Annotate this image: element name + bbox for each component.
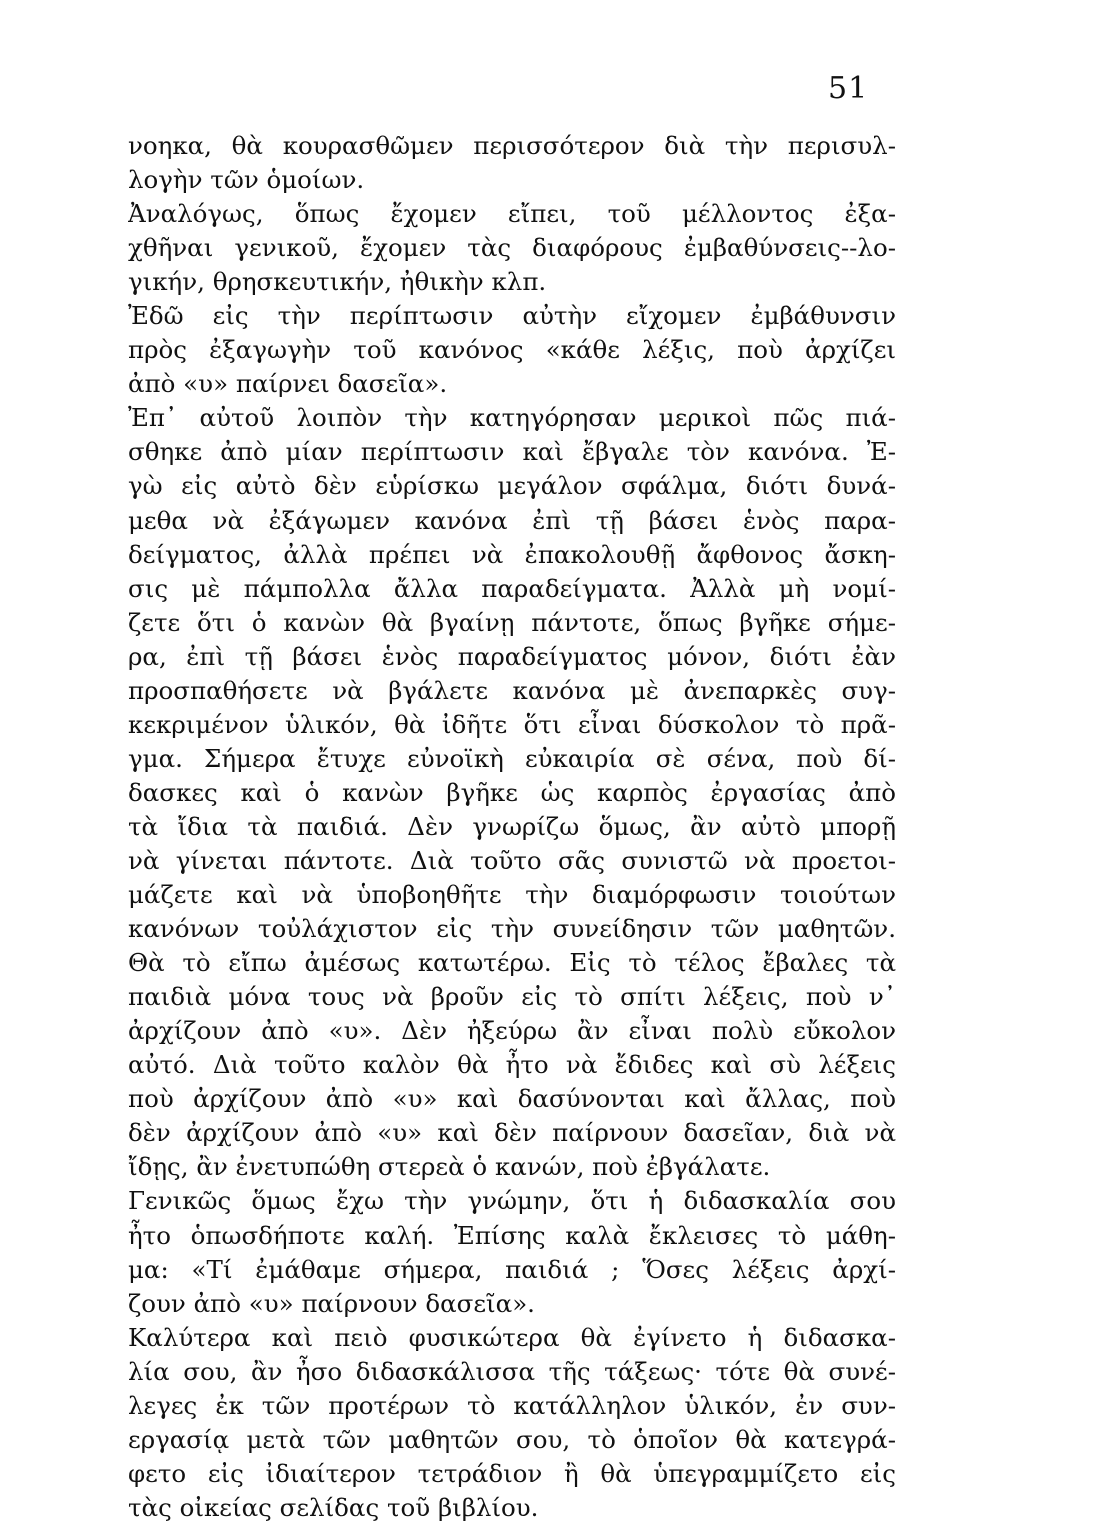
- text-line: ἴδῃς, ἂν ἐνετυπώθη στερεὰ ὁ κανών, ποὺ ἐβγάλατε.: [128, 1152, 771, 1182]
- text-line: νοηκα, θὰ κουρασθῶμεν περισσότερον διὰ τὴν περισυλ-: [128, 131, 896, 160]
- text-line: μάζετε καὶ νὰ ὑποβοηθῆτε τὴν διαμόρφωσιν τοιούτων: [128, 880, 896, 910]
- page-number: 51: [828, 71, 869, 106]
- text-line: λία σου, ἂν ἦσο διδασκάλισσα τῆς τάξεως· τότε θὰ συνέ-: [128, 1356, 896, 1386]
- text-line: Ἐδῶ εἰς τὴν περίπτωσιν αὐτὴν εἴχομεν ἐμβάθυνσιν: [128, 301, 896, 331]
- text-line: ζουν ἀπὸ «υ» παίρνουν δασεῖα».: [128, 1288, 535, 1318]
- text-line: χθῆναι γενικοῦ, ἔχομεν τὰς διαφόρους ἐμβαθύνσεις--λο-: [128, 233, 896, 263]
- text-line: κανόνων τοὐλάχιστον εἰς τὴν συνείδησιν τῶν μαθητῶν.: [128, 914, 896, 944]
- text-line: γμα. Σήμερα ἔτυχε εὐνοϊκὴ εὐκαιρία σὲ σένα, ποὺ δί-: [128, 743, 896, 773]
- text-line: δείγματος, ἀλλὰ πρέπει νὰ ἐπακολουθῇ ἄφθονος ἄσκη-: [128, 539, 896, 569]
- text-line: Καλύτερα καὶ πειὸ φυσικώτερα θὰ ἐγίνετο ἡ διδασκα-: [128, 1322, 896, 1352]
- text-line: ζετε ὅτι ὁ κανὼν θὰ βγαίνῃ πάντοτε, ὅπως βγῆκε σήμε-: [128, 607, 896, 637]
- text-line: ἦτο ὁπωσδήποτε καλή. Ἐπίσης καλὰ ἔκλεισες τὸ μάθη-: [128, 1220, 896, 1250]
- text-line: τὰς οἰκείας σελίδας τοῦ βιβλίου.: [128, 1492, 539, 1522]
- text-line: ἀρχίζουν ἀπὸ «υ». Δὲν ἠξεύρω ἂν εἶναι πολὺ εὔκολον: [128, 1016, 896, 1046]
- text-line: εργασίᾳ μετὰ τῶν μαθητῶν σου, τὸ ὁποῖον θὰ κατεγρά-: [128, 1424, 896, 1454]
- text-line: κεκριμένον ὑλικόν, θὰ ἰδῆτε ὅτι εἶναι δύσκολον τὸ πρᾶ-: [128, 709, 896, 739]
- text-line: μα: «Τί ἐμάθαμε σήμερα, παιδιά ; Ὅσες λέξεις ἀρχί-: [128, 1254, 896, 1284]
- text-line: προσπαθήσετε νὰ βγάλετε κανόνα μὲ ἀνεπαρκὲς συγ-: [128, 675, 896, 705]
- text-line: σθηκε ἀπὸ μίαν περίπτωσιν καὶ ἔβγαλε τὸν κανόνα. Ἐ-: [128, 437, 896, 467]
- text-line: σις μὲ πάμπολλα ἄλλα παραδείγματα. Ἀλλὰ μὴ νομί-: [128, 573, 896, 603]
- text-line: μεθα νὰ ἐξάγωμεν κανόνα ἐπὶ τῇ βάσει ἑνὸς παρα-: [128, 505, 896, 535]
- text-line: πρὸς ἐξαγωγὴν τοῦ κανόνος «κάθε λέξις, ποὺ ἀρχίζει: [128, 335, 896, 365]
- text-line: λογὴν τῶν ὁμοίων.: [128, 165, 365, 195]
- text-line: ποὺ ἀρχίζουν ἀπὸ «υ» καὶ δασύνονται καὶ ἄλλας, ποὺ: [128, 1084, 896, 1114]
- text-line: Ἐπ᾽ αὐτοῦ λοιπὸν τὴν κατηγόρησαν μερικοὶ πῶς πιά-: [128, 403, 896, 433]
- text-line: Ἀναλόγως, ὅπως ἔχομεν εἴπει, τοῦ μέλλοντος ἐξα-: [128, 199, 896, 229]
- text-line: νὰ γίνεται πάντοτε. Διὰ τοῦτο σᾶς συνιστῶ νὰ προετοι-: [128, 845, 896, 875]
- text-line: τὰ ἴδια τὰ παιδιά. Δὲν γνωρίζω ὅμως, ἂν αὐτὸ μπορῇ: [128, 811, 896, 841]
- text-line: παιδιὰ μόνα τους νὰ βροῦν εἰς τὸ σπίτι λέξεις, ποὺ ν᾽: [128, 982, 896, 1012]
- text-line: γικήν, θρησκευτικήν, ἠθικὴν κλπ.: [128, 267, 547, 297]
- text-line: δασκες καὶ ὁ κανὼν βγῆκε ὡς καρπὸς ἐργασίας ἀπὸ: [128, 777, 896, 807]
- text-line: αὐτό. Διὰ τοῦτο καλὸν θὰ ἦτο νὰ ἔδιδες καὶ σὺ λέξεις: [128, 1050, 896, 1080]
- text-line: ρα, ἐπὶ τῇ βάσει ἑνὸς παραδείγματος μόνον, διότι ἐὰν: [128, 641, 896, 671]
- text-line: φετο εἰς ἰδιαίτερον τετράδιον ἢ θὰ ὑπεγραμμίζετο εἰς: [128, 1458, 896, 1488]
- text-line: δὲν ἀρχίζουν ἀπὸ «υ» καὶ δὲν παίρνουν δασεῖαν, διὰ νὰ: [128, 1118, 896, 1148]
- text-line: ἀπὸ «υ» παίρνει δασεῖα».: [128, 369, 448, 399]
- text-line: Θὰ τὸ εἴπω ἀμέσως κατωτέρω. Εἰς τὸ τέλος ἔβαλες τὰ: [128, 948, 896, 978]
- body-text: [128, 129, 896, 1525]
- text-line: Γενικῶς ὅμως ἔχω τὴν γνώμην, ὅτι ἡ διδασκαλία σου: [128, 1186, 896, 1216]
- text-line: λεγες ἐκ τῶν προτέρων τὸ κατάλληλον ὑλικόν, ἐν συν-: [128, 1390, 896, 1420]
- text-line: γὼ εἰς αὐτὸ δὲν εὑρίσκω μεγάλον σφάλμα, διότι δυνά-: [128, 471, 896, 501]
